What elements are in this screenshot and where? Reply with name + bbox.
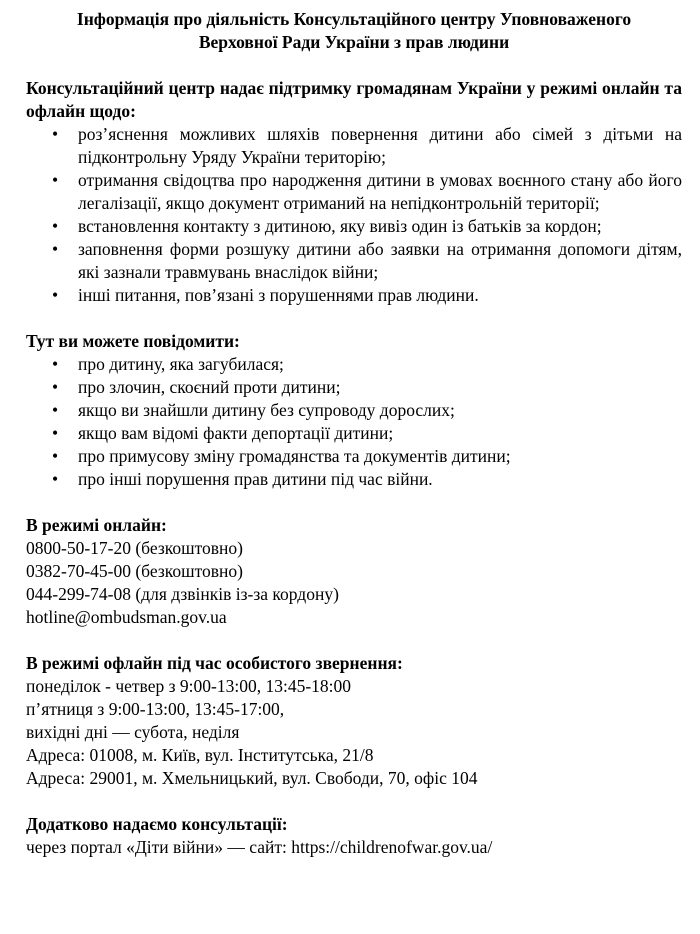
online-heading: В режимі онлайн:	[26, 515, 167, 535]
list-item-text: заповнення форми розшуку дитини або заявки на отримання допомоги дітям, які зазнали травмувань внаслідок війни;	[78, 239, 682, 282]
online-section	[26, 514, 682, 629]
support-heading: Консультаційний центр надає підтримку громадянам України у режимі онлайн та офлайн щодо:	[26, 78, 682, 121]
title-line-2: Верховної Ради України з прав людини	[198, 32, 510, 52]
list-item	[26, 422, 682, 445]
list-item-text: про злочин, скоєний проти дитини;	[78, 377, 341, 397]
list-item	[26, 376, 682, 399]
schedule-mon-thu: понеділок - четвер з 9:00-13:00, 13:45-18:00	[26, 676, 352, 696]
list-item	[26, 399, 682, 422]
phone-free-1[interactable]: 0800-50-17-20 (безкоштовно)	[26, 538, 243, 558]
address-khmelnytskyi: Адреса: 29001, м. Хмельницький, вул. Свободи, 70, офіс 104	[26, 768, 478, 788]
bullet-icon: •	[52, 216, 59, 236]
address-kyiv: Адреса: 01008, м. Київ, вул. Інститутська, 21/8	[26, 745, 374, 765]
schedule-friday: п’ятниця з 9:00-13:00, 13:45-17:00,	[26, 699, 285, 719]
list-item	[26, 238, 682, 284]
list-item-text: встановлення контакту з дитиною, яку вивіз один із батьків за кордон;	[78, 216, 602, 236]
report-section	[26, 330, 682, 491]
bullet-icon: •	[52, 239, 59, 259]
schedule-weekend: вихідні дні — субота, неділя	[26, 722, 240, 742]
list-item-text: про дитину, яка загубилася;	[78, 354, 284, 374]
list-item-text: отримання свідоцтва про народження дитини в умовах воєнного стану або його легалізації, якщо документ отриманий на непідконтрольній території;	[78, 170, 682, 213]
list-item-text: роз’яснення можливих шляхів повернення дитини або сімей з дітьми на підконтрольну Уряду України територію;	[78, 124, 682, 167]
list-item-text: про інші порушення прав дитини під час війни.	[78, 469, 433, 489]
list-item-text: інші питання, пов’язані з порушеннями прав людини.	[78, 285, 479, 305]
bullet-icon: •	[52, 354, 59, 374]
extra-heading: Додатково надаємо консультації:	[26, 814, 288, 834]
list-item	[26, 123, 682, 169]
list-item	[26, 353, 682, 376]
report-heading: Тут ви можете повідомити:	[26, 331, 240, 351]
list-item	[26, 468, 682, 491]
offline-section	[26, 652, 682, 790]
list-item-text: якщо ви знайшли дитину без супроводу дорослих;	[78, 400, 455, 420]
offline-heading: В режимі офлайн під час особистого звернення:	[26, 653, 403, 673]
bullet-icon: •	[52, 377, 59, 397]
list-item	[26, 445, 682, 468]
bullet-icon: •	[52, 469, 59, 489]
report-list	[26, 353, 682, 491]
list-item-text: про примусову зміну громадянства та документів дитини;	[78, 446, 511, 466]
phone-free-2[interactable]: 0382-70-45-00 (безкоштовно)	[26, 561, 243, 581]
list-item	[26, 169, 682, 215]
extra-section	[26, 813, 682, 859]
bullet-icon: •	[52, 400, 59, 420]
list-item	[26, 215, 682, 238]
bullet-icon: •	[52, 285, 59, 305]
support-list	[26, 123, 682, 307]
list-item-text: якщо вам відомі факти депортації дитини;	[78, 423, 394, 443]
bullet-icon: •	[52, 446, 59, 466]
bullet-icon: •	[52, 423, 59, 443]
list-item	[26, 284, 682, 307]
portal-link[interactable]: через портал «Діти війни» — сайт: https://childrenofwar.gov.ua/	[26, 837, 493, 857]
hotline-email[interactable]: hotline@ombudsman.gov.ua	[26, 607, 227, 627]
support-section	[26, 77, 682, 307]
bullet-icon: •	[52, 170, 59, 190]
phone-international[interactable]: 044-299-74-08 (для дзвінків із-за кордону)	[26, 584, 339, 604]
bullet-icon: •	[52, 124, 59, 144]
document-title	[26, 8, 682, 54]
title-line-1: Інформація про діяльність Консультаційного центру Уповноваженого	[76, 9, 632, 29]
